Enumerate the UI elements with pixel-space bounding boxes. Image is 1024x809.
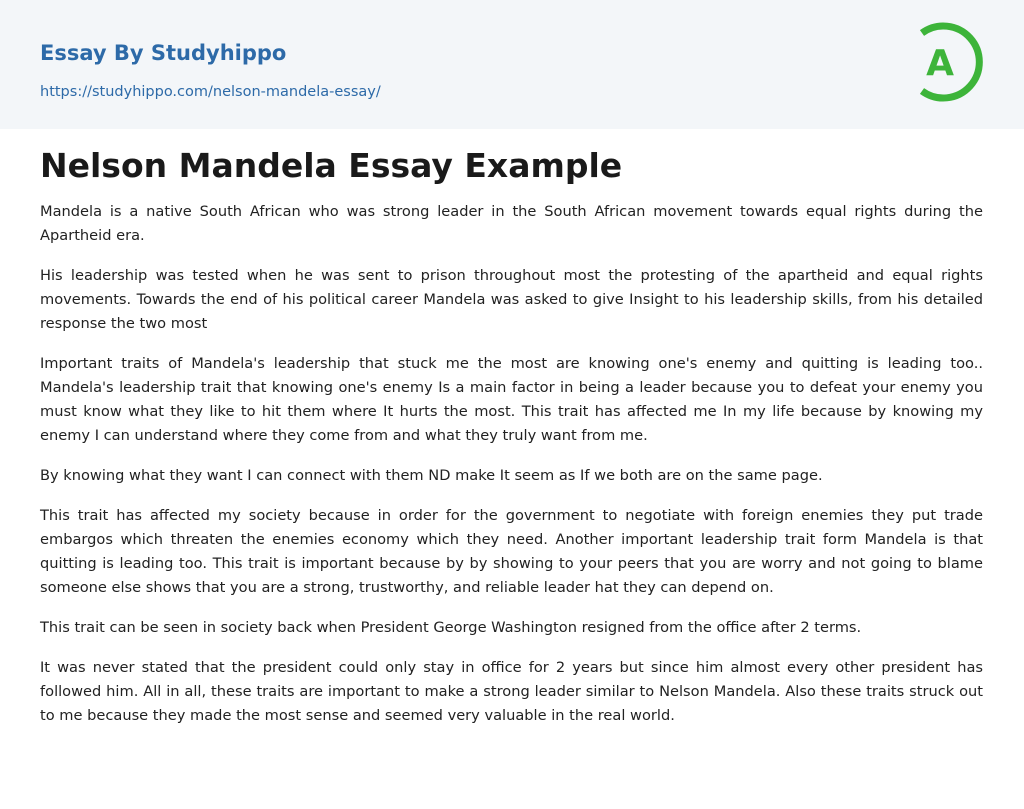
site-brand[interactable]: Essay By Studyhippo (40, 41, 287, 65)
studyhippo-logo-icon[interactable] (910, 18, 988, 106)
essay-paragraph: His leadership was tested when he was sent to prison throughout most the protesting of the apartheid and equal rights movements. Towards the end of his political career Mandela was asked to give Insight to his leadership skills, from his detailed response the two most (40, 267, 983, 332)
essay-paragraph: It was never stated that the president could only stay in office for 2 years but since him almost every other president has followed him. All in all, these traits are important to make a strong leader similar to Nelson Mandela. Also these traits struck out to me because they made the most sense and seemed very valuable in the real world. (40, 659, 983, 724)
essay-paragraph: This trait has affected my society because in order for the government to negotiate with foreign enemies they put trade embargos which threaten the enemies economy which they need. Another important leadership trait form Mandela is that quitting is leading too. This trait is important because by by showing to your peers that you are worry and not going to blame someone else shows that you are a strong, trustworthy, and reliable leader hat they can depend on. (40, 507, 983, 596)
essay-paragraph: Important traits of Mandela's leadership that stuck me the most are knowing one's enemy and quitting is leading too.. Mandela's leadership trait that knowing one's enemy Is a main factor in being a leader because you to defeat your enemy you must know what they like to hit them where It hurts the most. This trait has affected me In my life because by knowing my enemy I can understand where they come from and what they truly want from me. (40, 355, 983, 444)
logo-letter: A (926, 43, 954, 84)
essay-paragraph: This trait can be seen in society back when President George Washington resigned from the office after 2 terms. (40, 619, 862, 636)
page-url-link[interactable]: https://studyhippo.com/nelson-mandela-essay/ (40, 84, 381, 100)
page-title: Nelson Mandela Essay Example (40, 146, 623, 185)
essay-paragraph: Mandela is a native South African who was strong leader in the South African movement towards equal rights during the Apartheid era. (40, 203, 983, 244)
essay-body (40, 200, 983, 744)
essay-paragraph: By knowing what they want I can connect with them ND make It seem as If we both are on the same page. (40, 467, 823, 484)
site-header (0, 0, 1024, 129)
